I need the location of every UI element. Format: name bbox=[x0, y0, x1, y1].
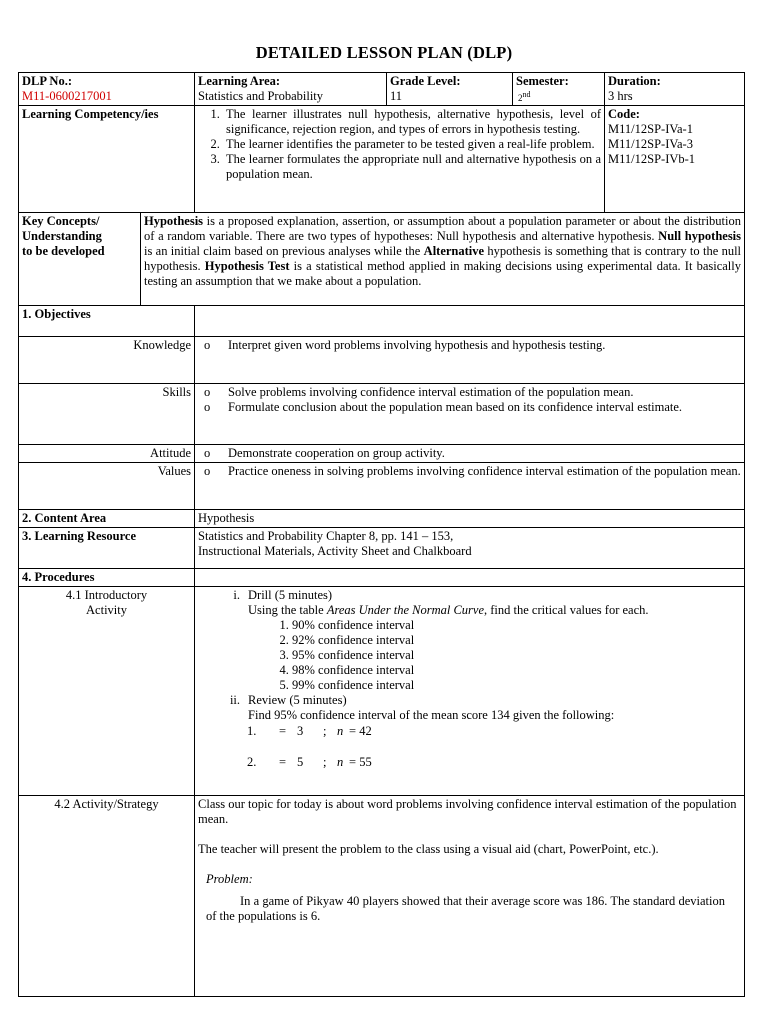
knowledge-label: Knowledge bbox=[19, 337, 195, 384]
bullet-icon: o bbox=[204, 385, 211, 399]
review-item-n-value: = 42 bbox=[349, 724, 372, 738]
semester-label: Semester: bbox=[516, 74, 569, 88]
review-item-value: 3 bbox=[297, 724, 304, 738]
roman-numeral: i. bbox=[233, 588, 241, 602]
skills-text: Solve problems involving confidence interval estimation of the population mean. bbox=[228, 385, 634, 399]
grade-level-label: Grade Level: bbox=[390, 74, 461, 88]
resource-label: 3. Learning Resource bbox=[19, 528, 195, 569]
key-concepts-label-line: Understanding bbox=[22, 229, 102, 243]
drill-instructions bbox=[248, 603, 649, 618]
competency-list-cell bbox=[195, 106, 605, 213]
objectives-label: 1. Objectives bbox=[19, 306, 195, 337]
code-value: M11/12SP-IVa-1 bbox=[608, 122, 693, 136]
review-item-equals: = bbox=[279, 755, 287, 769]
values-cell bbox=[195, 463, 745, 510]
drill-text: Using the table bbox=[248, 603, 327, 617]
activity-paragraph: The teacher will present the problem to the class using a visual aid (chart, PowerPoint, etc.). bbox=[198, 842, 659, 856]
introductory-label-line: Activity bbox=[86, 603, 127, 617]
values-label: Values bbox=[19, 463, 195, 510]
introductory-activity-cell bbox=[195, 587, 745, 796]
review-item bbox=[198, 755, 741, 770]
activity-strategy-label: 4.2 Activity/Strategy bbox=[19, 796, 195, 997]
term-null-hypothesis: Null hypothesis bbox=[658, 229, 742, 243]
roman-numeral: ii. bbox=[229, 693, 241, 707]
competency-item: 1. The learner illustrates null hypothesis, alternative hypothesis, level of significance, rejection region, and types of errors in hypothesis testing. bbox=[223, 107, 601, 137]
concept-text: is an initial claim based on previous analyses while the bbox=[144, 244, 424, 258]
knowledge-item bbox=[198, 338, 741, 353]
values-text: Practice oneness in solving problems involving confidence interval estimation of the population mean. bbox=[228, 464, 741, 478]
content-area-value: Hypothesis bbox=[195, 510, 745, 528]
problem-label: Problem: bbox=[206, 872, 253, 886]
drill-list-wrap bbox=[198, 618, 741, 693]
code-value: M11/12SP-IVb-1 bbox=[608, 152, 696, 166]
objectives-empty bbox=[195, 306, 745, 337]
competency-item: 3. The learner formulates the appropriate null and alternative hypothesis on a population mean. bbox=[223, 152, 601, 182]
bullet-icon: o bbox=[204, 400, 211, 414]
problem-text: In a game of Pikyaw 40 players showed that their average score was 186. The standard deviation of the populations is 6. bbox=[206, 894, 726, 923]
skills-label: Skills bbox=[19, 384, 195, 445]
attitude-label: Attitude bbox=[19, 445, 195, 463]
review-item-number: 1. bbox=[247, 724, 257, 738]
review-item-n: n bbox=[337, 724, 344, 738]
bullet-icon: o bbox=[204, 464, 211, 478]
procedures-header-row bbox=[19, 569, 745, 587]
key-concepts-label bbox=[19, 213, 141, 306]
learning-area-value: Statistics and Probability bbox=[198, 89, 324, 103]
review-item-n: n bbox=[337, 755, 344, 769]
skills-item bbox=[198, 385, 741, 400]
concept-text: hypothesis is something that is contrary to the null hypothesis. bbox=[144, 244, 742, 273]
concept-text: is a statistical method applied in making decisions using experimental data. It basically testing an assumption that we make about a population. bbox=[144, 259, 742, 288]
knowledge-cell bbox=[195, 337, 745, 384]
duration-cell bbox=[605, 73, 745, 106]
values-row bbox=[19, 463, 745, 510]
review-item bbox=[198, 724, 741, 739]
code-cell bbox=[605, 106, 745, 213]
review-item-n-value: = 55 bbox=[349, 755, 372, 769]
grade-level-cell bbox=[387, 73, 513, 106]
review-text: Find 95% confidence interval of the mean score 134 given the following: bbox=[248, 708, 615, 722]
duration-label: Duration: bbox=[608, 74, 661, 88]
dlp-cell bbox=[19, 73, 195, 106]
drill-text: , find the critical values for each. bbox=[484, 603, 649, 617]
drill-item: 2. 92% confidence interval bbox=[292, 633, 741, 648]
review-content bbox=[248, 693, 614, 723]
review-item-separator: ; bbox=[323, 755, 327, 769]
skills-item bbox=[198, 400, 741, 415]
resource-line: Statistics and Probability Chapter 8, pp. 141 – 153, bbox=[198, 529, 454, 543]
introductory-label-line: 4.1 Introductory bbox=[65, 588, 148, 602]
review-item-number: 2. bbox=[247, 755, 257, 769]
introductory-activity-label bbox=[19, 587, 195, 796]
content-area-label: 2. Content Area bbox=[19, 510, 195, 528]
activity-strategy-cell bbox=[195, 796, 745, 997]
drill-title: Drill (5 minutes) bbox=[248, 588, 333, 602]
competency-item: 2. The learner identifies the parameter to be tested given a real-life problem. bbox=[223, 137, 601, 152]
skills-cell bbox=[195, 384, 745, 445]
semester-value bbox=[516, 89, 601, 104]
review-block bbox=[198, 693, 741, 723]
key-concepts-text bbox=[141, 213, 745, 306]
skills-text: Formulate conclusion about the population mean based on its confidence interval estimate. bbox=[228, 400, 683, 414]
grade-level-value: 11 bbox=[390, 89, 403, 103]
resource-line: Instructional Materials, Activity Sheet and Chalkboard bbox=[198, 544, 472, 558]
competency-row bbox=[19, 106, 745, 213]
semester-cell bbox=[513, 73, 605, 106]
procedures-label: 4. Procedures bbox=[19, 569, 195, 587]
key-concepts-label-line: to be developed bbox=[22, 244, 105, 258]
drill-item: 4. 98% confidence interval bbox=[292, 663, 741, 678]
bullet-icon: o bbox=[204, 338, 211, 352]
dlp-number: M11-0600217001 bbox=[22, 89, 112, 103]
attitude-cell bbox=[195, 445, 745, 463]
procedures-empty bbox=[195, 569, 745, 587]
code-label: Code: bbox=[608, 107, 640, 121]
resource-cell bbox=[195, 528, 745, 569]
review-item-value: 5 bbox=[297, 755, 304, 769]
activity-paragraph: Class our topic for today is about word problems involving confidence interval estimation of the population mean. bbox=[198, 797, 737, 826]
duration-value: 3 hrs bbox=[608, 89, 633, 103]
competency-label: Learning Competency/ies bbox=[19, 106, 195, 213]
drill-item: 1. 90% confidence interval bbox=[292, 618, 741, 633]
key-concepts-label-line: Key Concepts/ bbox=[22, 214, 100, 228]
content-area-row bbox=[19, 510, 745, 528]
drill-item: 5. 99% confidence interval bbox=[292, 678, 741, 693]
drill-list bbox=[198, 618, 741, 693]
review-item-separator: ; bbox=[323, 724, 327, 738]
term-alternative: Alternative bbox=[423, 244, 485, 258]
drill-item: 3. 95% confidence interval bbox=[292, 648, 741, 663]
learning-area-label: Learning Area: bbox=[198, 74, 281, 88]
key-concepts-row bbox=[19, 213, 745, 306]
semester-suffix: nd bbox=[522, 90, 531, 99]
review-item-equals: = bbox=[279, 724, 287, 738]
code-value: M11/12SP-IVa-3 bbox=[608, 137, 693, 151]
values-item bbox=[198, 464, 741, 479]
lesson-plan-table bbox=[18, 72, 745, 997]
drill-content bbox=[248, 588, 649, 618]
dlp-label: DLP No.: bbox=[22, 74, 72, 88]
semester-number: 2 bbox=[518, 93, 523, 103]
drill-block bbox=[198, 588, 741, 618]
resource-row bbox=[19, 528, 745, 569]
review-title: Review (5 minutes) bbox=[248, 693, 347, 707]
attitude-item bbox=[198, 446, 741, 461]
learning-area-cell bbox=[195, 73, 387, 106]
introductory-activity-row bbox=[19, 587, 745, 796]
knowledge-text: Interpret given word problems involving hypothesis and hypothesis testing. bbox=[228, 338, 606, 352]
attitude-row bbox=[19, 445, 745, 463]
term-hypothesis-test: Hypothesis Test bbox=[204, 259, 290, 273]
header-row bbox=[19, 73, 745, 106]
skills-row bbox=[19, 384, 745, 445]
knowledge-row bbox=[19, 337, 745, 384]
objectives-header-row bbox=[19, 306, 745, 337]
attitude-text: Demonstrate cooperation on group activity. bbox=[228, 446, 445, 460]
term-hypothesis: Hypothesis bbox=[144, 214, 204, 228]
bullet-icon: o bbox=[204, 446, 211, 460]
competency-list bbox=[198, 107, 601, 182]
drill-table-name: Areas Under the Normal Curve bbox=[326, 603, 484, 617]
document-title: DETAILED LESSON PLAN (DLP) bbox=[255, 43, 513, 62]
concept-text: is a proposed explanation, assertion, or assumption about a population parameter or about the distribution of a random variable. There are two types of hypotheses: Null hypothesis and alternative hypothesis. bbox=[144, 214, 742, 243]
activity-strategy-row bbox=[19, 796, 745, 997]
